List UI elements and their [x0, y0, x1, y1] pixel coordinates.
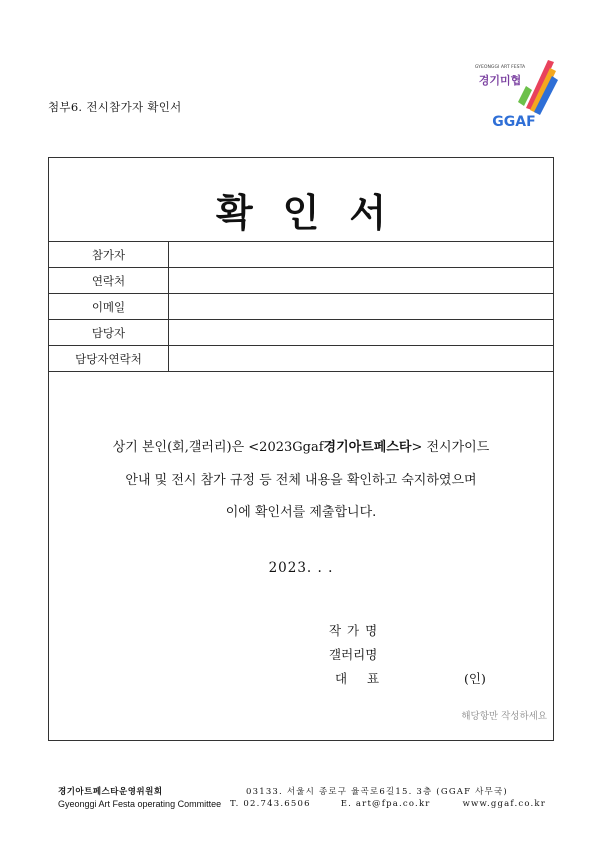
logo-top-mark [482, 52, 518, 61]
representative-label: 대 표 [335, 671, 380, 686]
fill-hint: 해당항만 작성하세요 [461, 711, 547, 722]
statement-line-1 [49, 432, 553, 465]
document-title: 확인서 [215, 191, 417, 235]
table-row [49, 346, 553, 372]
footer-email[interactable]: E. art@fpa.co.kr [340, 799, 431, 809]
field-value-manager-contact[interactable] [169, 346, 554, 372]
field-value-contact[interactable] [169, 268, 554, 294]
logo-top-text: GYEONGGI ART FESTA [474, 65, 526, 70]
confirmation-statement [49, 432, 553, 530]
footer-contacts [230, 798, 546, 810]
statement-line-1-post: > 전시가이드 [411, 440, 490, 455]
submission-date[interactable]: 2023. . . [268, 560, 334, 576]
field-value-manager[interactable] [169, 320, 554, 346]
ggaf-logo [468, 46, 560, 130]
footer-org-korean: 경기아트페스타운영위원회 [58, 787, 163, 797]
statement-line-2: 안내 및 전시 참가 규정 등 전체 내용을 확인하고 숙지하였으며 [125, 472, 477, 488]
field-label-contact: 연락처 [49, 268, 169, 294]
logo-korean-text: 경기미협 [478, 74, 522, 87]
gallery-name-label: 갤러리명 [329, 647, 378, 662]
field-value-participant[interactable] [169, 242, 554, 268]
field-label-email: 이메일 [49, 294, 169, 320]
field-label-manager: 담당자 [49, 320, 169, 346]
statement-brand: 경기아트페스타 [323, 440, 412, 455]
attachment-label: 첨부6. 전시참가자 확인서 [48, 100, 182, 114]
statement-line-3: 이에 확인서를 제출합니다. [225, 505, 377, 520]
field-label-manager-contact: 담당자연락처 [49, 346, 169, 372]
confirmation-form [48, 157, 554, 741]
field-label-participant: 참가자 [49, 242, 169, 268]
footer-tel: T. 02.743.6506 [230, 799, 311, 809]
seal-mark: (인) [464, 671, 486, 686]
table-row [49, 294, 553, 320]
table-row [49, 320, 553, 346]
footer-website[interactable]: www.ggaf.co.kr [462, 799, 547, 809]
artist-name-label: 작 가 명 [329, 623, 379, 638]
field-value-email[interactable] [169, 294, 554, 320]
footer-address: 03133. 서울시 종로구 율곡로6길15. 3층 (GGAF 사무국) [246, 787, 508, 797]
footer-org-english: Gyeonggi Art Festa operating Committee [58, 799, 222, 809]
table-row [49, 268, 553, 294]
table-row [49, 242, 553, 268]
logo-brand-text: GGAF [492, 114, 536, 130]
statement-line-1-pre: 상기 본인(회,갤러리)은 <2023Ggaf [112, 440, 324, 455]
applicant-info-table [49, 241, 553, 372]
